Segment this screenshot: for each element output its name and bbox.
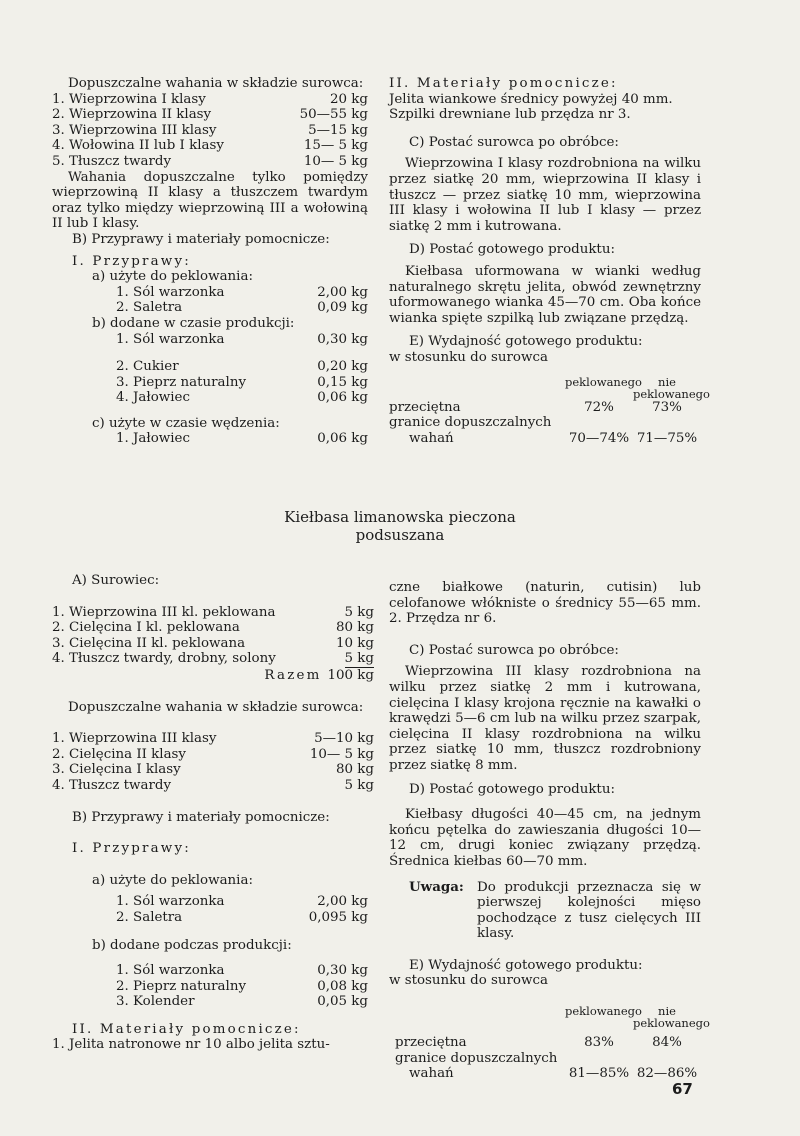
list-item: 2. Cielęcina II klasy 10— 5 kg <box>52 746 374 762</box>
list-item: 3. Cielęcina II kl. peklowana 10 kg <box>52 635 374 651</box>
yield-col-uncured: nie peklowanego <box>633 1004 710 1031</box>
bottom-left-column <box>52 573 374 1053</box>
product-text: Kiełbasa uformowana w wianki według naturalnego skrętu jelita, obwód zewnętrzny uformowanego wianka 45—70 cm. Oba końce wianka spięte szpilką lub związane przędzą. <box>389 263 701 326</box>
smoking-list <box>52 431 368 447</box>
spices-heading: I. Przyprawy: <box>72 841 191 857</box>
note <box>389 880 701 942</box>
raw-material-list <box>52 605 374 668</box>
smoking-heading: c) użyte w czasie wędzenia: <box>92 415 280 431</box>
processing-text: Wieprzowina I klasy rozdrobniona na wilku przez siatkę 20 mm, wieprzowina II klasy i tłuszcz — przez siatkę 10 mm, wieprzowina III klasy i wołowina II lub I klasy — przez siatkę 2 mm i kutrowana. <box>389 156 701 234</box>
aux-line: 1. Jelita natronowe nr 10 albo jelita sztu- <box>52 1037 330 1053</box>
page-number: 67 <box>672 1080 693 1098</box>
list-item: 5. Tłuszcz twardy 10— 5 kg <box>52 153 368 169</box>
section-e-heading: E) Wydajność gotowego produktu: <box>409 957 643 973</box>
yield-range-label: granice dopuszczalnych <box>395 1050 558 1066</box>
yield-row-range: wahań 81—85% 82—86% <box>409 1066 698 1082</box>
list-item: 1. Sól warzonka 0,30 kg <box>116 963 368 979</box>
variation-list <box>52 92 368 170</box>
list-item: 3. Kolender 0,05 kg <box>116 994 368 1010</box>
production-list <box>52 963 374 1010</box>
list-item: 3. Cielęcina I klasy 80 kg <box>52 762 374 778</box>
yield-range-label: granice dopuszczalnych <box>389 415 552 431</box>
note-label: Uwaga: <box>409 878 464 895</box>
raw-total <box>52 668 374 684</box>
variation-heading: Dopuszczalne wahania w składzie surowca: <box>68 76 364 91</box>
list-item: 1. Sól warzonka 2,00 kg <box>116 894 368 910</box>
variation-list <box>52 731 374 793</box>
list-item: 4. Tłuszcz twardy 5 kg <box>52 777 374 793</box>
list-item: 1. Sól warzonka 2,00 kg <box>116 284 368 300</box>
production-list <box>52 332 368 406</box>
production-heading: b) dodane podczas produkcji: <box>92 937 292 953</box>
section-a-heading: A) Surowiec: <box>72 573 160 588</box>
curing-list <box>52 894 374 925</box>
section-c-heading: C) Postać surowca po obróbce: <box>409 134 619 150</box>
recipe-title <box>190 508 610 544</box>
list-item: 2. Saletra 0,095 kg <box>116 909 368 925</box>
list-item: 1. Wieprzowina III kl. peklowana 5 kg <box>52 604 374 620</box>
list-item: 4. Tłuszcz twardy, drobny, solony 5 kg <box>52 651 374 667</box>
processing-text: Wieprzowina III klasy rozdrobniona na wilku przez siatkę 2 mm i kutrowana, cielęcina I klasy krojona ręcznie na kawałki o krawędzi 5—6 cm lub na wilku przez szarpak, cielęcina II klasy rozdrobniona na wilku przez siatkę 10 mm, tłuszcz rozdrobniony przez siatkę 8 mm. <box>389 664 701 773</box>
list-item: 2. Saletra 0,09 kg <box>116 300 368 316</box>
variation-heading: Dopuszczalne wahania w składzie surowca: <box>68 699 364 715</box>
section-d-heading: D) Postać gotowego produktu: <box>409 242 615 258</box>
yield-col-uncured: nie peklowanego <box>633 374 710 401</box>
note-text: Do produkcji przeznacza się w pierwszej kolejności mięso pochodzące z tusz cielęcych III klasy. <box>477 879 701 942</box>
list-item: 2. Pieprz naturalny 0,08 kg <box>116 978 368 994</box>
total-label: Razem <box>264 667 322 683</box>
aux-heading: II. Materiały pomocnicze: <box>389 76 618 91</box>
yield-col-cured: peklowanego <box>565 1004 642 1019</box>
yield-col-cured: peklowanego <box>565 374 642 389</box>
list-item: 3. Wieprzowina III klasy 5—15 kg <box>52 122 368 138</box>
spices-heading: I. Przyprawy: <box>72 253 191 269</box>
list-item: 2. Cielęcina I kl. peklowana 80 kg <box>52 620 374 636</box>
title-line: podsuszana <box>355 526 445 544</box>
curing-heading: a) użyte do peklowania: <box>92 269 253 285</box>
section-d-heading: D) Postać gotowego produktu: <box>409 781 615 797</box>
product-text: Kiełbasy długości 40—45 cm, na jednym końcu pętelka do zawieszania długości 10—12 cm, drugi koniec związany przędzą. Średnica kiełbas 60—70 mm. <box>389 807 701 869</box>
list-item: 1. Wieprzowina I klasy 20 kg <box>52 91 368 107</box>
bottom-right-column <box>389 580 710 1082</box>
variation-note: Wahania dopuszczalne tylko pomiędzy wieprzowiną II klasy a tłuszczem twardym oraz tylko między wieprzowiną III a wołowiną II lub I klasy. <box>52 169 368 232</box>
aux-heading: II. Materiały pomocnicze: <box>72 1021 301 1037</box>
title-line: Kiełbasa limanowska pieczona <box>284 508 516 526</box>
section-b-heading: B) Przyprawy i materiały pomocnicze: <box>72 809 330 825</box>
list-item: 2. Cukier 0,20 kg <box>116 359 368 375</box>
production-heading: b) dodane w czasie produkcji: <box>92 315 295 331</box>
curing-heading: a) użyte do peklowania: <box>92 872 253 888</box>
yield-header <box>389 1004 710 1031</box>
total-value: 100 kg <box>327 667 374 683</box>
section-b-heading: B) Przyprawy i materiały pomocnicze: <box>72 231 330 247</box>
list-item: 3. Pieprz naturalny 0,15 kg <box>116 374 368 390</box>
yield-subheading: w stosunku do surowca <box>389 973 548 989</box>
section-e-heading: E) Wydajność gotowego produktu: <box>409 334 643 350</box>
list-item: 4. Wołowina II lub I klasy 15— 5 kg <box>52 138 368 154</box>
curing-list <box>52 285 368 316</box>
yield-subheading: w stosunku do surowca <box>389 349 548 365</box>
top-right-column <box>389 76 710 446</box>
list-item: 4. Jałowiec 0,06 kg <box>116 390 368 406</box>
list-item: 1. Jałowiec 0,06 kg <box>116 431 368 447</box>
aux-continuation: czne białkowe (naturin, cutisin) lub celofanowe włókniste o średnicy 55—65 mm. 2. Przędza nr 6. <box>389 580 701 627</box>
top-left-column <box>52 76 368 447</box>
yield-row-range: wahań 70—74% 71—75% <box>409 430 698 446</box>
aux-line: Szpilki drewniane lub przędza nr 3. <box>389 107 631 123</box>
yield-row-average: przeciętna 72% 73% <box>389 399 682 415</box>
yield-row-average: przeciętna 83% 84% <box>395 1035 682 1051</box>
yield-header <box>389 374 710 401</box>
list-item: 1. Sól warzonka 0,30 kg <box>116 331 368 347</box>
list-item: 1. Wieprzowina III klasy 5—10 kg <box>52 731 374 747</box>
section-c-heading: C) Postać surowca po obróbce: <box>409 642 619 658</box>
aux-line: Jelita wiankowe średnicy powyżej 40 mm. <box>389 91 673 107</box>
list-item: 2. Wieprzowina II klasy 50—55 kg <box>52 107 368 123</box>
